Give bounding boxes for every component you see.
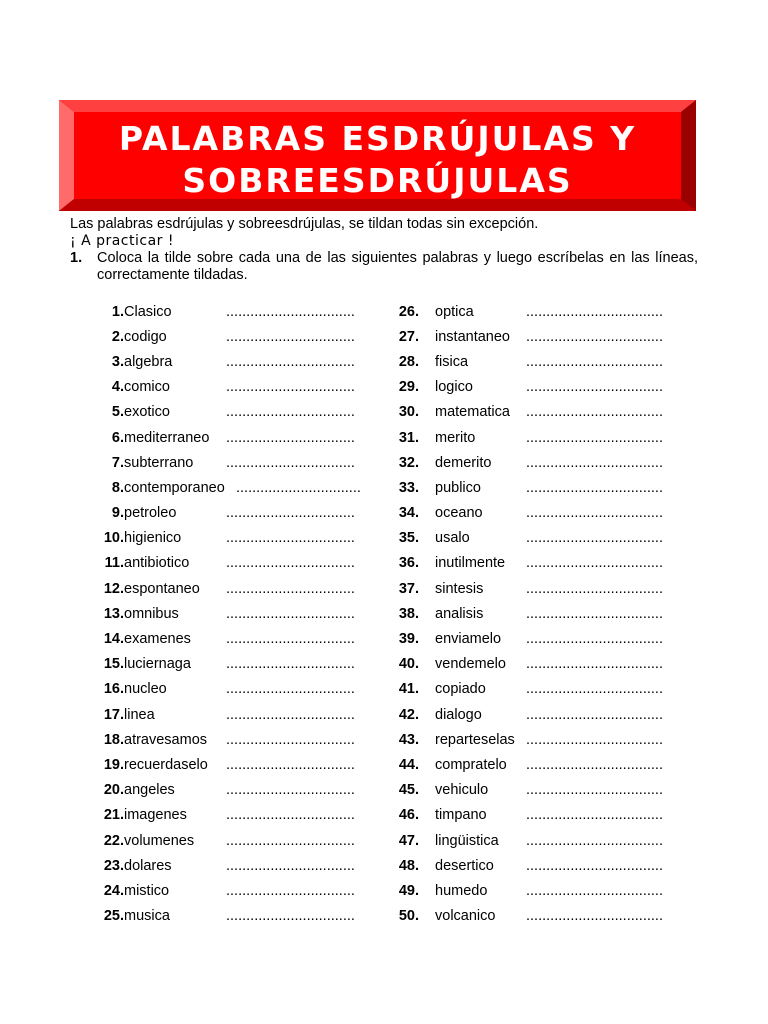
list-item — [70, 400, 355, 425]
list-item — [70, 752, 355, 777]
list-item — [381, 878, 663, 903]
instruction — [70, 250, 698, 284]
list-item — [70, 501, 355, 526]
item-word: mediterraneo — [124, 429, 210, 446]
item-number: 9. — [111, 505, 124, 522]
item-number: 47. — [398, 832, 419, 849]
item-number: 44. — [398, 756, 419, 773]
intro-section — [70, 216, 698, 284]
list-item — [381, 778, 663, 803]
answer-line[interactable]: ................................ — [226, 756, 355, 773]
item-number: 40. — [398, 656, 419, 673]
item-number: 27. — [398, 328, 419, 345]
answer-line[interactable]: ................................ — [226, 631, 355, 648]
item-number: 4. — [111, 379, 124, 396]
title-banner — [59, 100, 696, 211]
answer-line[interactable]: ................................ — [226, 908, 355, 925]
item-word: merito — [435, 429, 476, 446]
item-word: vehiculo — [435, 782, 489, 799]
list-item — [381, 349, 663, 374]
answer-line[interactable]: ................................ — [226, 731, 355, 748]
item-word: linea — [124, 706, 155, 723]
answer-line[interactable]: .................................. — [526, 353, 663, 370]
item-word: demerito — [435, 454, 492, 471]
answer-line[interactable]: ................................ — [226, 857, 355, 874]
list-item — [70, 349, 355, 374]
item-word: enviamelo — [435, 631, 502, 648]
item-word: dolares — [124, 857, 172, 874]
item-number: 35. — [398, 530, 419, 547]
list-item — [381, 626, 663, 651]
list-item — [70, 425, 355, 450]
item-word: oceano — [435, 505, 483, 522]
answer-line[interactable]: .................................. — [526, 605, 663, 622]
item-number: 23. — [103, 857, 124, 874]
answer-line[interactable]: ................................ — [226, 429, 355, 446]
list-item — [70, 576, 355, 601]
item-number: 17. — [103, 706, 124, 723]
item-number: 49. — [398, 882, 419, 899]
instruction-number: 1. — [70, 250, 83, 266]
answer-line[interactable]: .................................. — [526, 303, 663, 320]
item-word: timpano — [435, 807, 487, 824]
list-item — [70, 526, 355, 551]
item-word: dialogo — [435, 706, 482, 723]
list-item — [70, 727, 355, 752]
answer-line[interactable]: .................................. — [526, 379, 663, 396]
answer-line[interactable]: ............................... — [236, 479, 361, 496]
item-word: usalo — [435, 530, 470, 547]
item-word: analisis — [435, 605, 484, 622]
list-item — [70, 853, 355, 878]
list-item — [381, 450, 663, 475]
item-word: recuerdaselo — [124, 756, 208, 773]
list-item — [381, 425, 663, 450]
answer-line[interactable]: ................................ — [226, 454, 355, 471]
list-item — [70, 803, 355, 828]
answer-line[interactable]: .................................. — [526, 832, 663, 849]
answer-line[interactable]: ................................ — [226, 530, 355, 547]
answer-line[interactable]: .................................. — [526, 807, 663, 824]
answer-line[interactable]: ................................ — [226, 681, 355, 698]
answer-line[interactable]: .................................. — [526, 479, 663, 496]
item-number: 25. — [103, 908, 124, 925]
item-number: 1. — [111, 303, 124, 320]
answer-line[interactable]: .................................. — [526, 681, 663, 698]
title-line-1: PALABRAS ESDRÚJULAS Y — [118, 119, 637, 158]
answer-line[interactable]: .................................. — [526, 328, 663, 345]
list-item — [381, 904, 663, 929]
answer-line[interactable]: ................................ — [226, 328, 355, 345]
item-number: 31. — [398, 429, 419, 446]
list-item — [70, 702, 355, 727]
item-number: 15. — [103, 656, 124, 673]
answer-line[interactable]: ................................ — [226, 656, 355, 673]
answer-line[interactable]: .................................. — [526, 404, 663, 421]
answer-line[interactable]: ................................ — [226, 379, 355, 396]
item-word: examenes — [124, 631, 191, 648]
list-item — [70, 601, 355, 626]
item-word: angeles — [124, 782, 175, 799]
item-word: higienico — [124, 530, 182, 547]
item-number: 26. — [398, 303, 419, 320]
item-number: 30. — [398, 404, 419, 421]
list-item — [381, 828, 663, 853]
item-word: desertico — [435, 857, 494, 874]
list-item — [70, 904, 355, 929]
answer-line[interactable]: .................................. — [526, 580, 663, 597]
list-item — [381, 551, 663, 576]
item-word: lingüistica — [435, 832, 499, 849]
list-item — [381, 526, 663, 551]
practice-heading: ¡ A practicar ! — [70, 233, 174, 249]
list-item — [381, 702, 663, 727]
list-item — [70, 375, 355, 400]
answer-line[interactable]: ................................ — [226, 555, 355, 572]
answer-line[interactable]: .................................. — [526, 631, 663, 648]
answer-line[interactable]: ................................ — [226, 353, 355, 370]
answer-line[interactable]: .................................. — [526, 782, 663, 799]
list-item — [381, 475, 663, 500]
answer-line[interactable]: .................................. — [526, 731, 663, 748]
intro-text: Las palabras esdrújulas y sobreesdrújulas, se tildan todas sin excepción. — [70, 216, 539, 232]
item-word: exotico — [124, 404, 170, 421]
item-word: publico — [435, 479, 481, 496]
item-number: 42. — [398, 706, 419, 723]
item-word: contemporaneo — [124, 479, 225, 496]
answer-line[interactable]: .................................. — [526, 756, 663, 773]
item-word: mistico — [124, 882, 170, 899]
item-number: 10. — [103, 530, 124, 547]
answer-line[interactable]: ................................ — [226, 605, 355, 622]
list-item — [381, 652, 663, 677]
item-number: 46. — [398, 807, 419, 824]
answer-line[interactable]: .................................. — [526, 454, 663, 471]
list-item — [70, 324, 355, 349]
answer-line[interactable]: ................................ — [226, 303, 355, 320]
item-number: 38. — [398, 605, 419, 622]
item-number: 41. — [398, 681, 419, 698]
answer-line[interactable]: ................................ — [226, 706, 355, 723]
answer-line[interactable]: .................................. — [526, 429, 663, 446]
item-word: espontaneo — [124, 580, 200, 597]
item-number: 18. — [103, 731, 124, 748]
title-line-2: SOBREESDRÚJULAS — [182, 161, 573, 200]
answer-line[interactable]: .................................. — [526, 656, 663, 673]
item-word: sintesis — [435, 580, 484, 597]
item-number: 33. — [398, 479, 419, 496]
item-word: petroleo — [124, 505, 177, 522]
item-word: subterrano — [124, 454, 194, 471]
item-number: 45. — [398, 782, 419, 799]
instruction-text: Coloca la tilde sobre cada una de las siguientes palabras y luego escríbelas en las líneas, correctamente tildadas. — [97, 250, 698, 283]
page-title — [59, 118, 696, 202]
item-word: antibiotico — [124, 555, 190, 572]
item-number: 32. — [398, 454, 419, 471]
item-word: codigo — [124, 328, 167, 345]
list-item — [381, 400, 663, 425]
item-number: 8. — [111, 479, 124, 496]
item-word: volcanico — [435, 908, 496, 925]
item-number: 6. — [111, 429, 124, 446]
answer-line[interactable]: ................................ — [226, 505, 355, 522]
list-item — [381, 677, 663, 702]
list-item — [381, 375, 663, 400]
list-item — [381, 752, 663, 777]
item-word: matematica — [435, 404, 510, 421]
list-item — [381, 601, 663, 626]
item-number: 12. — [103, 580, 124, 597]
item-word: vendemelo — [435, 656, 506, 673]
list-item — [70, 450, 355, 475]
list-item — [381, 324, 663, 349]
item-number: 28. — [398, 353, 419, 370]
answer-line[interactable]: ................................ — [226, 832, 355, 849]
list-item — [381, 299, 663, 324]
item-word: inutilmente — [435, 555, 506, 572]
item-number: 13. — [103, 605, 124, 622]
item-word: volumenes — [124, 832, 195, 849]
item-word: luciernaga — [124, 656, 191, 673]
item-number: 24. — [103, 882, 124, 899]
item-word: humedo — [435, 882, 488, 899]
item-number: 39. — [398, 631, 419, 648]
answer-line[interactable]: .................................. — [526, 706, 663, 723]
item-number: 14. — [103, 631, 124, 648]
word-list-right — [381, 299, 663, 929]
item-number: 3. — [111, 353, 124, 370]
answer-line[interactable]: ................................ — [226, 782, 355, 799]
answer-line[interactable]: ................................ — [226, 882, 355, 899]
answer-line[interactable]: .................................. — [526, 908, 663, 925]
list-item — [70, 475, 361, 500]
item-word: comico — [124, 379, 170, 396]
item-number: 29. — [398, 379, 419, 396]
item-word: optica — [435, 303, 474, 320]
answer-line[interactable]: .................................. — [526, 530, 663, 547]
item-number: 34. — [398, 505, 419, 522]
answer-line[interactable]: .................................. — [526, 505, 663, 522]
list-item — [70, 299, 355, 324]
list-item — [70, 677, 355, 702]
item-number: 5. — [111, 404, 124, 421]
answer-line[interactable]: .................................. — [526, 555, 663, 572]
answer-line[interactable]: ................................ — [226, 580, 355, 597]
list-item — [70, 778, 355, 803]
item-word: omnibus — [124, 605, 179, 622]
item-word: nucleo — [124, 681, 167, 698]
item-number: 20. — [103, 782, 124, 799]
item-word: musica — [124, 908, 170, 925]
item-number: 21. — [103, 807, 124, 824]
item-word: fisica — [435, 353, 469, 370]
item-number: 48. — [398, 857, 419, 874]
list-item — [381, 501, 663, 526]
item-number: 7. — [111, 454, 124, 471]
list-item — [381, 727, 663, 752]
answer-line[interactable]: .................................. — [526, 857, 663, 874]
list-item — [381, 576, 663, 601]
list-item — [70, 828, 355, 853]
item-word: reparteselas — [435, 731, 515, 748]
list-item — [381, 853, 663, 878]
item-word: imagenes — [124, 807, 187, 824]
item-number: 19. — [103, 756, 124, 773]
item-number: 43. — [398, 731, 419, 748]
item-number: 36. — [398, 555, 419, 572]
answer-line[interactable]: ................................ — [226, 404, 355, 421]
list-item — [70, 551, 355, 576]
list-item — [70, 878, 355, 903]
item-number: 2. — [111, 328, 124, 345]
item-word: copiado — [435, 681, 486, 698]
list-item — [381, 803, 663, 828]
item-number: 22. — [103, 832, 124, 849]
list-item — [70, 626, 355, 651]
item-number: 11. — [104, 555, 124, 572]
list-item — [70, 652, 355, 677]
answer-line[interactable]: ................................ — [226, 807, 355, 824]
item-word: atravesamos — [124, 731, 208, 748]
item-word: Clasico — [124, 303, 172, 320]
item-word: compratelo — [435, 756, 507, 773]
item-word: instantaneo — [435, 328, 510, 345]
word-list-left — [70, 299, 361, 929]
item-word: logico — [435, 379, 473, 396]
item-word: algebra — [124, 353, 173, 370]
item-number: 37. — [398, 580, 419, 597]
item-number: 50. — [398, 908, 419, 925]
answer-line[interactable]: .................................. — [526, 882, 663, 899]
item-number: 16. — [103, 681, 124, 698]
